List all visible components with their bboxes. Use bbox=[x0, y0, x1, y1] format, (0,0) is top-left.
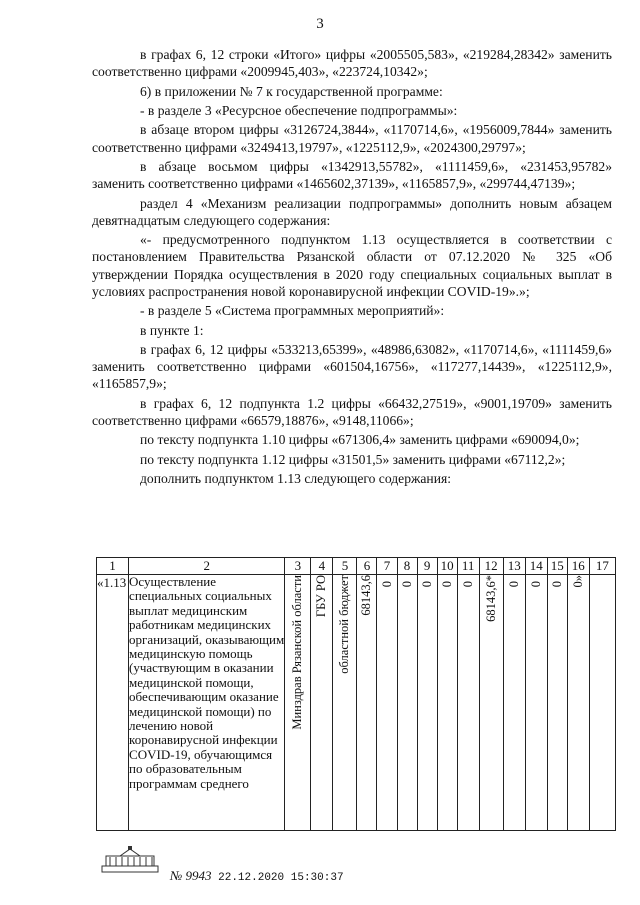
row-number: «1.13 bbox=[97, 575, 129, 831]
executor-text: Минздрав Рязанской области bbox=[290, 575, 305, 730]
value-text: 0 bbox=[528, 580, 543, 587]
column-header: 13 bbox=[503, 558, 525, 575]
paragraph: в абзаце восьмом цифры «1342913,55782», «1111459,6», «231453,95782» заменить соответственно цифрами «1465602,37139», «1165857,9», «299744,47139»; bbox=[92, 158, 612, 192]
column-header: 10 bbox=[437, 558, 457, 575]
value-text: 0 bbox=[419, 580, 434, 587]
source-text: областной бюджет bbox=[337, 575, 352, 674]
paragraph: в графах 6, 12 строки «Итого» цифры «2005505,583», «219284,28342» заменить соответственно цифрами «2009945,403», «223724,10342»; bbox=[92, 47, 612, 80]
paragraph: - в разделе 3 «Ресурсное обеспечение подпрограммы»: bbox=[140, 102, 458, 118]
paragraph: в графах 6, 12 цифры «533213,65399», «48986,63082», «1170714,6», «1111459,6» заменить соответственно цифрами «601504,16756», «117277,14439», «1225112,9», «1165857,9»; bbox=[92, 341, 612, 392]
value-cell bbox=[503, 575, 525, 831]
value-cell bbox=[417, 575, 437, 831]
source-cell bbox=[333, 575, 357, 831]
value-cell bbox=[567, 575, 589, 831]
participant-text: ГБУ РО bbox=[314, 575, 329, 618]
value-text: 0 bbox=[379, 580, 394, 587]
government-building-icon bbox=[100, 846, 160, 874]
column-header: 2 bbox=[129, 558, 285, 575]
column-header: 8 bbox=[397, 558, 417, 575]
registration-stamp bbox=[170, 868, 344, 884]
column-header: 3 bbox=[285, 558, 311, 575]
document-stamp bbox=[100, 846, 344, 884]
value-text: 0 bbox=[549, 580, 564, 587]
column-header: 17 bbox=[589, 558, 615, 575]
page-number: 3 bbox=[316, 16, 324, 32]
column-header: 12 bbox=[479, 558, 503, 575]
value-cell bbox=[525, 575, 547, 831]
paragraph: дополнить подпунктом 1.13 следующего содержания: bbox=[140, 471, 451, 487]
value-cell bbox=[547, 575, 567, 831]
value-text: 0 bbox=[439, 580, 454, 587]
paragraph: по тексту подпункта 1.12 цифры «31501,5» заменить цифрами «67112,2»; bbox=[140, 451, 566, 467]
amendment-table bbox=[96, 557, 616, 831]
value-text: 0 bbox=[506, 580, 521, 587]
document-body bbox=[92, 46, 612, 487]
value-cell bbox=[479, 575, 503, 831]
paragraph: в графах 6, 12 подпункта 1.2 цифры «66432,27519», «9001,19709» заменить соответственно цифрами «66579,18876», «9148,11066»; bbox=[92, 395, 612, 428]
value-cell bbox=[357, 575, 377, 831]
column-header: 5 bbox=[333, 558, 357, 575]
value-cell bbox=[377, 575, 397, 831]
paragraph: по тексту подпункта 1.10 цифры «671306,4» заменить цифрами «690094,0»; bbox=[140, 432, 580, 448]
participant-cell bbox=[311, 575, 333, 831]
column-header: 16 bbox=[567, 558, 589, 575]
value-text: 68143,6 bbox=[359, 575, 374, 616]
registration-datetime: 22.12.2020 15:30:37 bbox=[218, 872, 344, 884]
value-cell bbox=[457, 575, 479, 831]
value-text: 68143,6* bbox=[483, 575, 498, 622]
document-number: № 9943 bbox=[170, 868, 212, 883]
column-header: 9 bbox=[417, 558, 437, 575]
executor-cell bbox=[285, 575, 311, 831]
column-header: 14 bbox=[525, 558, 547, 575]
column-header: 11 bbox=[457, 558, 479, 575]
value-text: 0» bbox=[570, 575, 585, 588]
value-text: 0 bbox=[460, 580, 475, 587]
value-cell bbox=[397, 575, 417, 831]
paragraph: в пункте 1: bbox=[140, 322, 204, 338]
table-header-row bbox=[97, 558, 616, 575]
paragraph: «- предусмотренного подпунктом 1.13 осуществляется в соответствии с постановлением Правительства Рязанской области от 07.12.2020 № 325 «Об утверждении Порядка осуществления в 2020 году специальных социальных выплат в условиях распространения новой коронавирусной инфекции COVID-19».»; bbox=[92, 232, 612, 299]
column-header: 4 bbox=[311, 558, 333, 575]
value-cell bbox=[437, 575, 457, 831]
column-header: 6 bbox=[357, 558, 377, 575]
table-row bbox=[97, 575, 616, 831]
column-header: 1 bbox=[97, 558, 129, 575]
paragraph: - в разделе 5 «Система программных мероприятий»: bbox=[140, 303, 445, 319]
paragraph: 6) в приложении № 7 к государственной программе: bbox=[140, 83, 443, 99]
column-header: 7 bbox=[377, 558, 397, 575]
paragraph: в абзаце втором цифры «3126724,3844», «1170714,6», «1956009,7844» заменить соответственно цифрами «3249413,19797», «1225112,9», «2024300,29797»; bbox=[92, 122, 612, 155]
value-text: 0 bbox=[399, 580, 414, 587]
column-header: 15 bbox=[547, 558, 567, 575]
row-description: Осуществление специальных социальных выплат медицинским работникам медицинских организаций, оказывающим медицинскую помощь (участвующим в оказании медицинской помощи, обеспечивающим оказание медицинской помощи) по лечению новой коронавирусной инфекции COVID-19, обучающимся по образовательным программам среднего bbox=[129, 575, 285, 831]
paragraph: раздел 4 «Механизм реализации подпрограммы» дополнить новым абзацем девятнадцатым следующего содержания: bbox=[92, 195, 612, 228]
value-cell bbox=[589, 575, 615, 831]
